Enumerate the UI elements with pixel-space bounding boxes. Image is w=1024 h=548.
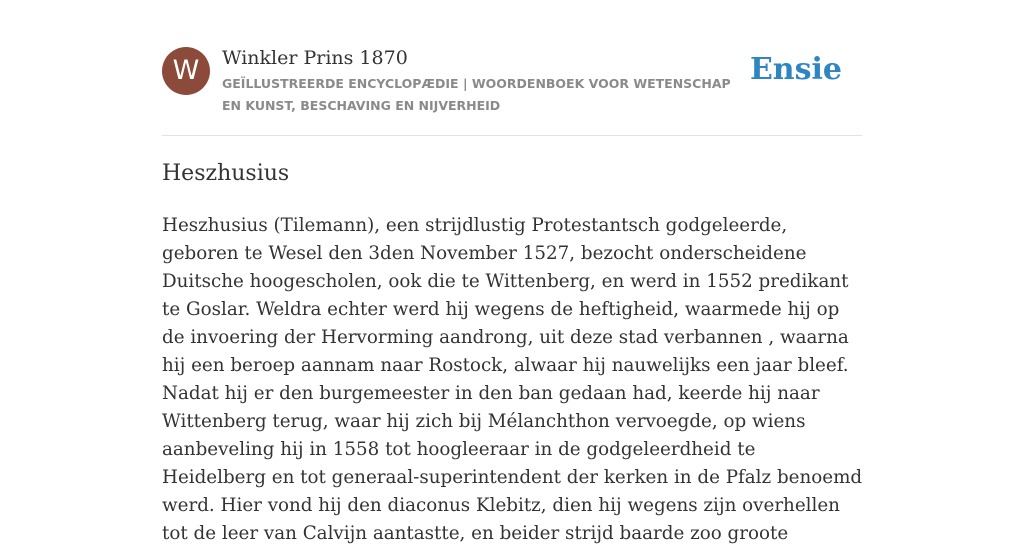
entry-body: Heszhusius (Tilemann), een strijdlustig Protestantsch godgeleerde, geboren te Wesel den 3den November 1527, bezocht onderscheidene Duitsche hoogescholen, ook die te Wittenberg, en werd in 1552 predikant te Goslar. Weldra echter werd hij wegens de heftigheid, waarmede hij op de invoering der Hervorming aandrong, uit deze stad verbannen , waarna hij een beroep aannam naar Rostock, alwaar hij nauwelijks een jaar bleef. Nadat hij er den burgemeester in den ban gedaan had, keerde hij naar Wittenberg terug, waar hij zich bij Mélanchthon vervoegde, op wiens aanbeveling hij in 1558 tot hoogleeraar in de godgeleerdheid te Heidelberg en tot generaal-superintendent der kerken in de Pfalz benoemd werd. Hier vond hij den diaconus Klebitz, dien hij wegens zijn overhellen tot de leer van Calvijn aantastte, en beider strijd baarde zoo groote <box>162 215 863 544</box>
ensie-logo[interactable]: Ensie <box>749 52 842 87</box>
publication-avatar[interactable]: W <box>162 47 210 95</box>
publication-header <box>162 46 862 118</box>
header-divider <box>162 135 862 136</box>
publication-subtitle: GEÏLLUSTREERDE ENCYCLOPÆDIE | WOORDENBOEK VOOR WETENSCHAP EN KUNST, BESCHAVING EN NIJVERHEID <box>222 76 731 113</box>
publication-title[interactable]: Winkler Prins 1870 <box>222 47 408 69</box>
entry-title: Heszhusius <box>162 161 290 186</box>
